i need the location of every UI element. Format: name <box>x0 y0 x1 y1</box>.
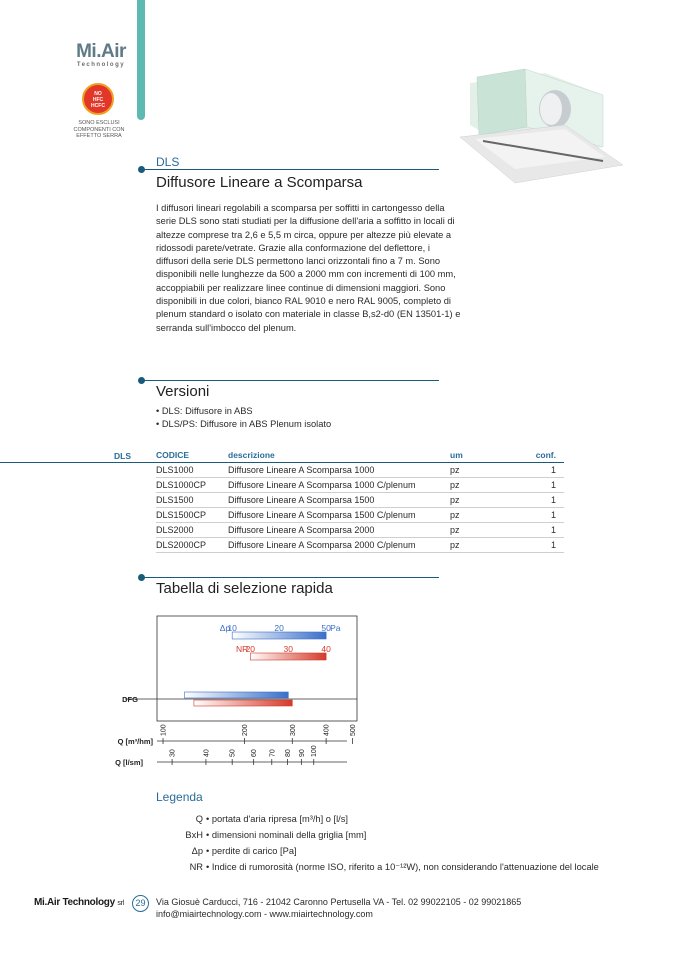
noise-scale-tick: 40 <box>321 644 331 654</box>
table-cell: pz <box>450 507 520 522</box>
table-row <box>156 522 564 537</box>
versions-title: Versioni <box>156 383 210 400</box>
table-cell: Diffusore Lineare A Scomparsa 1000 C/plenum <box>228 477 450 492</box>
legend-text: • portata d'aria ripresa [m³/h] o [l/s] <box>206 814 348 824</box>
table-cell: DLS1000CP <box>156 477 228 492</box>
brand-tagline: Technology <box>76 62 126 68</box>
table-cell: pz <box>450 492 520 507</box>
noise-scale-tick: 20 <box>245 644 256 654</box>
x-tick-label: 100 <box>160 724 168 736</box>
legend-symbol: NR <box>189 862 203 872</box>
page-number: 29 <box>132 895 149 912</box>
table-cell: DLS1000 <box>156 462 228 477</box>
footer-brand-name: Mi.Air Technology <box>34 897 115 908</box>
table-cell: Diffusore Lineare A Scomparsa 1500 <box>228 492 450 507</box>
pressure-scale-bar <box>232 632 326 639</box>
table-cell: DLS2000CP <box>156 537 228 552</box>
section-title: Diffusore Lineare a Scomparsa <box>156 174 363 191</box>
noise-scale-bar <box>250 653 326 660</box>
table-cell: pz <box>450 537 520 552</box>
column-header: CODICE <box>156 449 228 462</box>
product-image <box>455 65 625 185</box>
legend-title: Legenda <box>156 790 203 804</box>
section-tag: DLS <box>156 155 180 169</box>
x-tick-label: 300 <box>289 724 297 736</box>
selection-title: Tabella di selezione rapida <box>156 580 333 597</box>
brand-name: Mi.Air <box>76 41 126 62</box>
table-header-row <box>156 449 564 462</box>
table-cell: pz <box>450 522 520 537</box>
legend-row <box>150 859 599 875</box>
table-cell: DLS1500CP <box>156 507 228 522</box>
footer-brand <box>34 897 124 908</box>
table-cell: 1 <box>520 462 564 477</box>
table-cell: Diffusore Lineare A Scomparsa 2000 C/plenum <box>228 537 450 552</box>
section-description: I diffusori lineari regolabili a scomparsa per soffitti in cartongesso della serie DLS sono stati studiati per la diffusione dell'aria a soffitto in locali di altezze comprese tra 2,6 e 5,5 m circa, oppure per altezze più elevate a ridossodi parete/vetrate. Grazie alla conformazione del deflettore, i diffusori della serie DLS permettono lanci orizzontali fino a 7 m. Sono disponibili nelle lunghezze da 500 a 2000 mm con incrementi di 100 mm, accoppiabili per realizzare linee continue di dimensioni maggiori. Sono disponibili in due colori, bianco RAL 9010 e nero RAL 9005, completo di plenum standard o isolato con materiale in classe B,s2-d0 (EN 13501-1) e serranda sull'imbocco del plenum. <box>156 203 461 333</box>
table-cell: 1 <box>520 492 564 507</box>
table-label: DLS <box>114 451 131 461</box>
category-label: DFG <box>122 695 138 704</box>
legend-text: • Indice di rumorosità (norme ISO, riferito a 10⁻¹²W), non considerando l'attenuazione del locale <box>206 862 599 872</box>
table-row <box>156 477 564 492</box>
x-tick-label: 30 <box>169 749 177 757</box>
legend-symbol: BxH <box>185 830 203 840</box>
table-cell: DLS1500 <box>156 492 228 507</box>
footer-brand-suffix: srl <box>117 900 124 907</box>
legend-text: • perdite di carico [Pa] <box>206 846 297 856</box>
list-item: • DLS: Diffusore in ABS <box>156 406 253 416</box>
noise-scale-tick: 30 <box>283 644 293 654</box>
table-cell: pz <box>450 462 520 477</box>
table-cell: 1 <box>520 537 564 552</box>
x-tick-label: 80 <box>284 749 292 757</box>
table-cell: Diffusore Lineare A Scomparsa 1500 C/plenum <box>228 507 450 522</box>
x-tick-label: 70 <box>269 749 277 757</box>
x-tick-label: 90 <box>298 749 306 757</box>
x-tick-label: 40 <box>203 749 211 757</box>
section-rule <box>144 169 439 170</box>
noise-scale-label: NR <box>236 644 249 654</box>
section-rule <box>144 577 439 578</box>
address-line: Via Giosuè Carducci, 716 - 21042 Caronno Pertusella VA - Tel. 02 99022105 - 02 99021865 <box>156 897 522 907</box>
x-tick-label: 50 <box>229 749 237 757</box>
table-row <box>156 492 564 507</box>
pressure-scale-tick: 50 <box>321 623 331 633</box>
table-cell: Diffusore Lineare A Scomparsa 1000 <box>228 462 450 477</box>
brand-logo <box>66 42 136 68</box>
series-bar-pressure <box>184 692 288 698</box>
no-hfc-badge <box>82 83 114 115</box>
column-header: um <box>450 449 520 462</box>
selection-chart <box>95 610 365 780</box>
table-cell: DLS2000 <box>156 522 228 537</box>
table-rule <box>0 462 156 463</box>
table-cell: pz <box>450 477 520 492</box>
list-item: • DLS/PS: Diffusore in ABS Plenum isolato <box>156 419 332 429</box>
legend-row <box>150 843 599 859</box>
legend-row <box>150 827 599 843</box>
series-bar-noise <box>194 700 292 706</box>
x-axis-m3h-label: Q [m³/hm] <box>117 737 153 746</box>
legend-symbol: Q <box>195 814 203 824</box>
table-row <box>156 507 564 522</box>
contact-line: info@miairtechnology.com - www.miairtechnology.com <box>156 909 373 919</box>
table-cell: Diffusore Lineare A Scomparsa 2000 <box>228 522 450 537</box>
legend <box>150 811 599 875</box>
badge-line: NO <box>94 91 102 97</box>
x-tick-label: 500 <box>349 724 357 736</box>
x-tick-label: 60 <box>251 749 259 757</box>
section-rule <box>144 380 439 381</box>
table-cell: 1 <box>520 507 564 522</box>
column-header: descrizione <box>228 449 450 462</box>
badge-line: HCFC <box>91 103 105 109</box>
x-tick-label: 200 <box>242 724 250 736</box>
product-table <box>156 449 564 553</box>
table-cell: 1 <box>520 522 564 537</box>
table-row <box>156 462 564 477</box>
x-axis-ls-label: Q [l/sm] <box>115 758 143 767</box>
footer-address <box>156 896 521 920</box>
legend-text: • dimensioni nominali della griglia [mm] <box>206 830 367 840</box>
badge-caption: SONO ESCLUSI COMPONENTI CON EFFETTO SERRA <box>73 120 125 139</box>
legend-row <box>150 811 599 827</box>
pressure-scale-tick: 10 <box>227 623 237 633</box>
x-tick-label: 100 <box>311 745 319 757</box>
badge-line: HFC <box>92 97 104 103</box>
pressure-scale-unit: Pa <box>330 623 341 633</box>
table-row <box>156 537 564 552</box>
versions-list <box>156 405 331 431</box>
column-header: conf. <box>520 449 564 462</box>
accent-bar <box>137 0 145 120</box>
pressure-scale-tick: 20 <box>274 623 284 633</box>
x-tick-label: 400 <box>323 724 331 736</box>
legend-symbol: Δp <box>191 846 203 856</box>
table-cell: 1 <box>520 477 564 492</box>
pressure-scale-label: Δp <box>219 623 231 633</box>
